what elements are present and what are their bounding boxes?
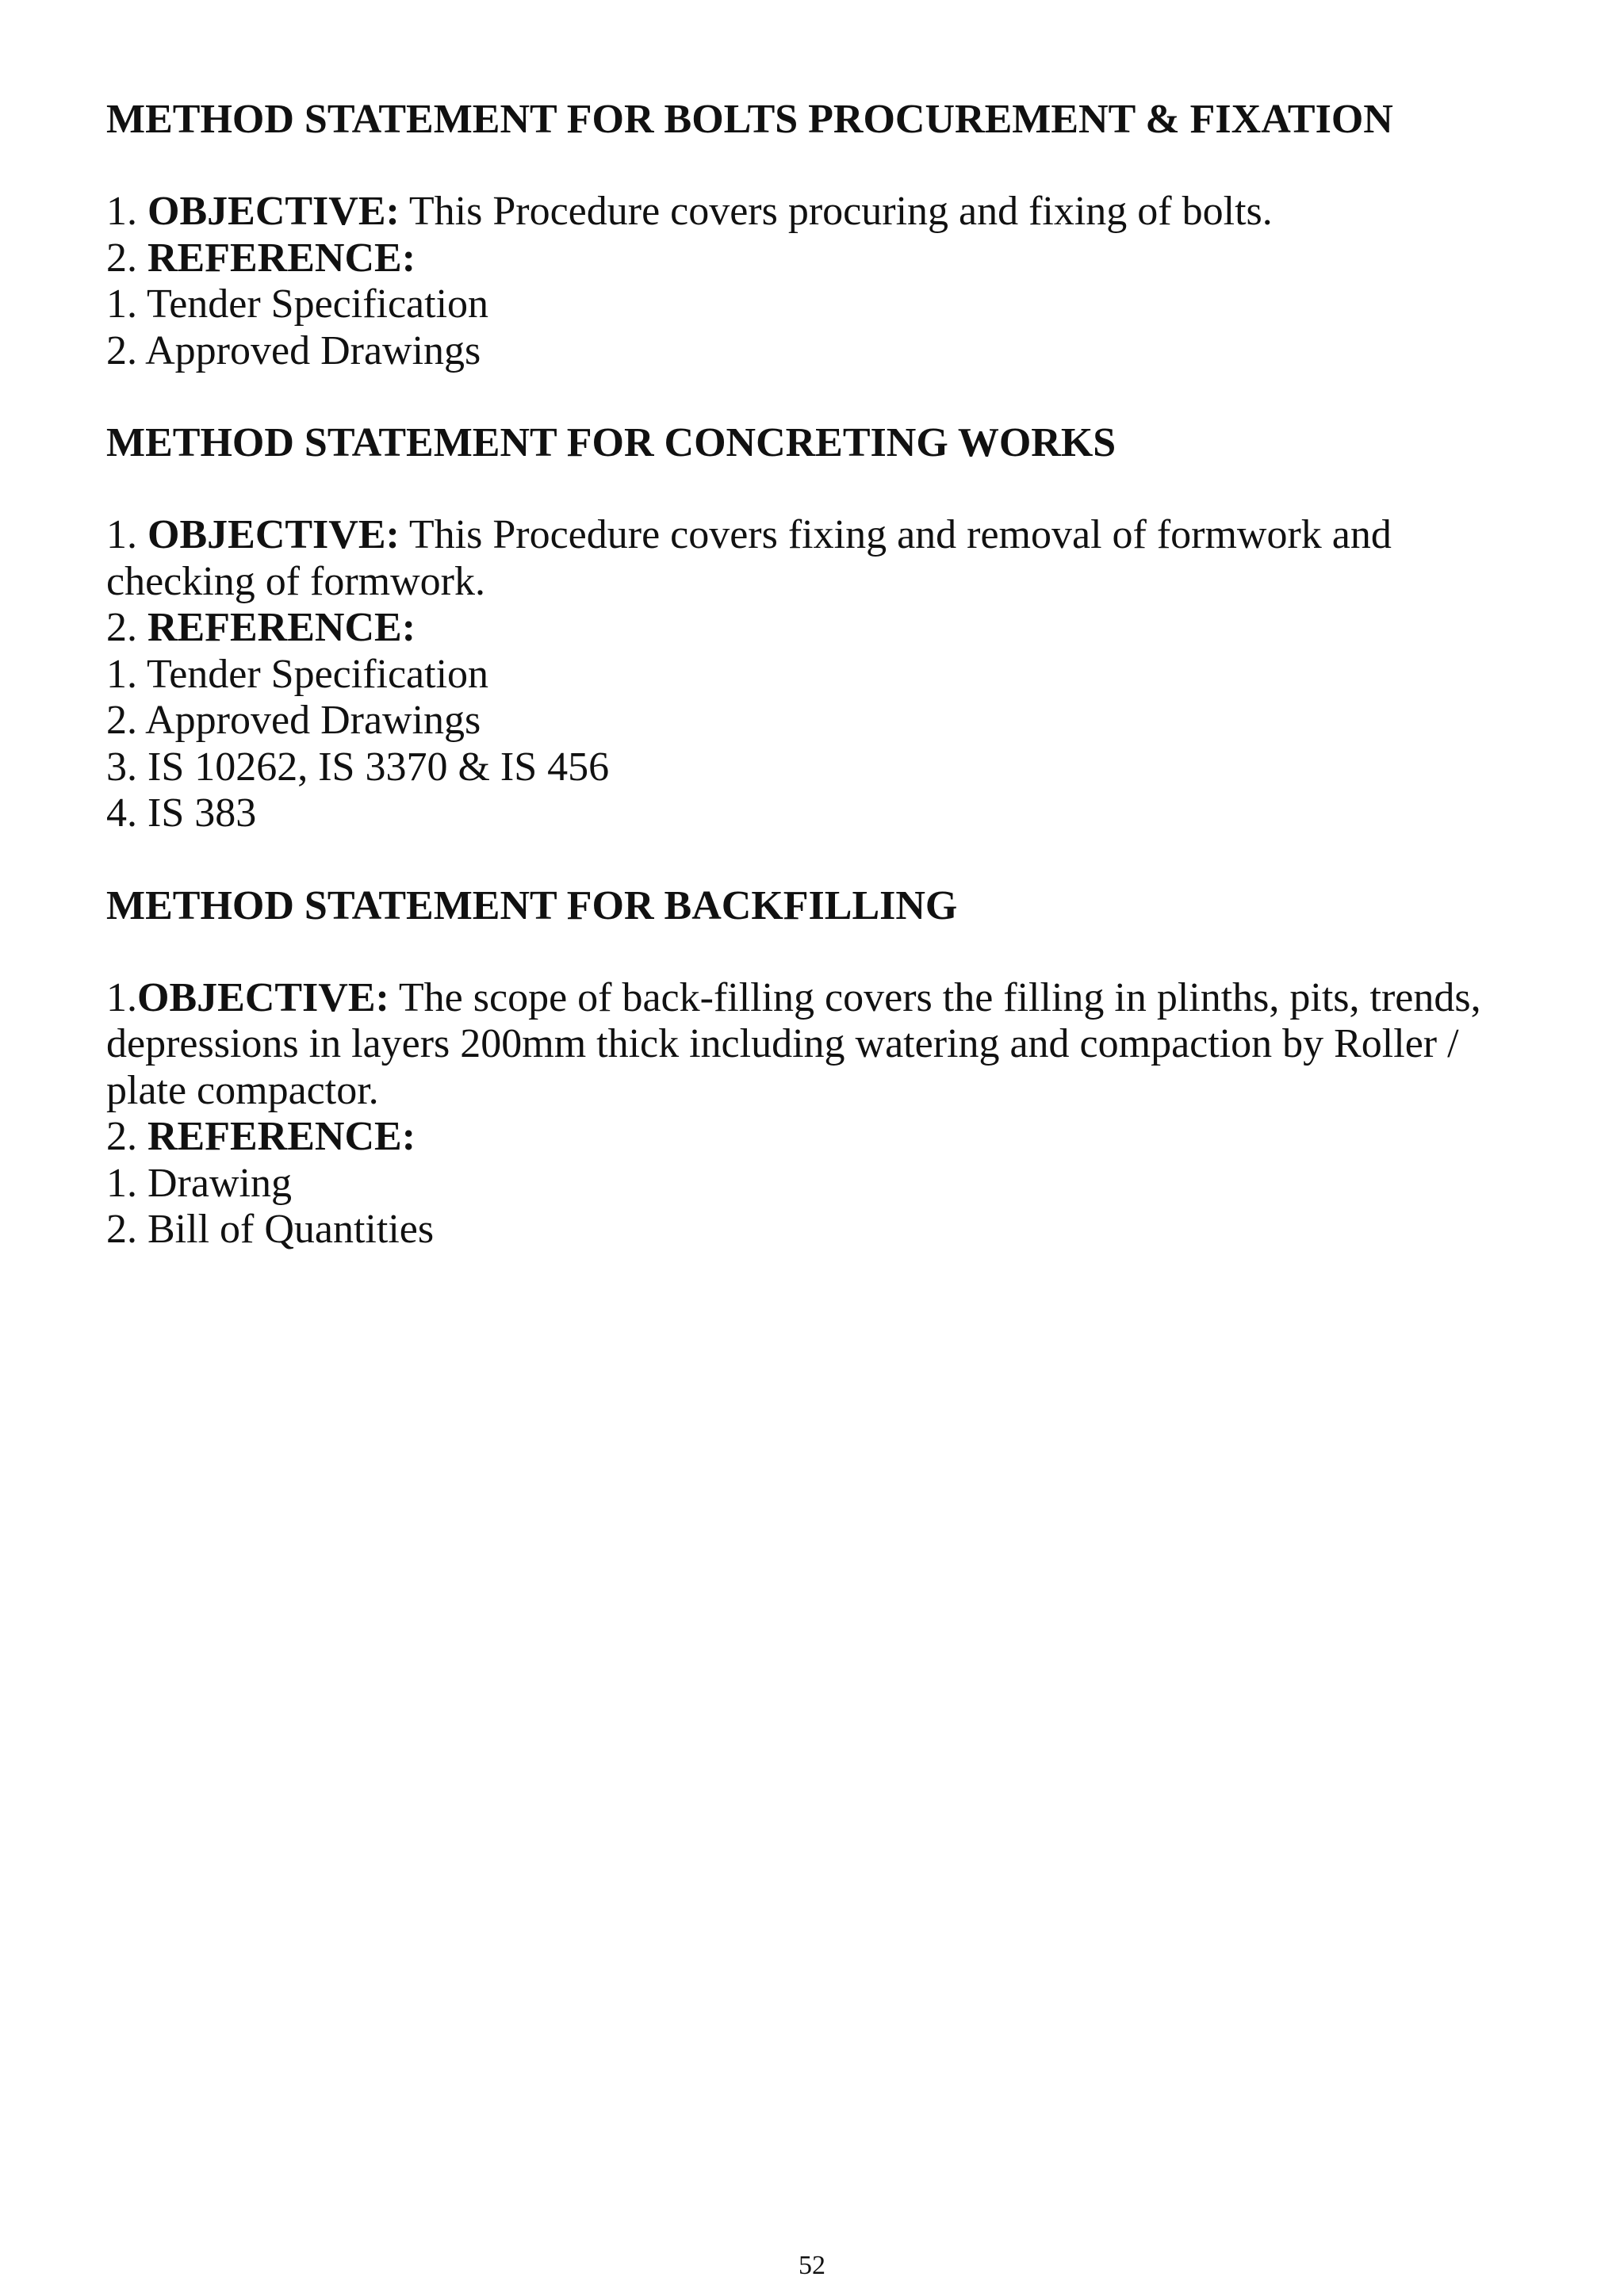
reference-number: 2. bbox=[106, 605, 147, 650]
objective-label: OBJECTIVE: bbox=[137, 974, 389, 1020]
section-heading-backfilling: METHOD STATEMENT FOR BACKFILLING bbox=[106, 882, 958, 928]
objective-line bbox=[106, 189, 1534, 235]
reference-number: 2. bbox=[106, 235, 147, 281]
objective-label: OBJECTIVE: bbox=[147, 512, 400, 557]
section-heading-bolts: METHOD STATEMENT FOR BOLTS PROCUREMENT & FIXATION bbox=[106, 97, 1393, 142]
reference-item: 1. Drawing bbox=[106, 1160, 292, 1206]
reference-item: 2. Bill of Quantities bbox=[106, 1207, 435, 1252]
reference-number: 2. bbox=[106, 1114, 147, 1159]
reference-line bbox=[106, 605, 1534, 652]
objective-text: This Procedure covers fixing and removal of formwork and checking of formwork. bbox=[106, 512, 1392, 604]
objective-text: The scope of back-filling covers the filling in plinths, pits, trends, depressions in layers 200mm thick including watering and compaction by Roller / plate compactor. bbox=[106, 974, 1481, 1113]
section-body-backfilling bbox=[106, 975, 1534, 1253]
section-heading-concreting: METHOD STATEMENT FOR CONCRETING WORKS bbox=[106, 420, 1116, 465]
objective-label: OBJECTIVE: bbox=[147, 189, 400, 234]
document-page bbox=[106, 97, 1534, 1253]
objective-line bbox=[106, 975, 1502, 1115]
reference-line bbox=[106, 1114, 1534, 1161]
reference-label: REFERENCE: bbox=[147, 605, 416, 650]
objective-text: This Procedure covers procuring and fixing of bolts. bbox=[399, 189, 1273, 234]
reference-item: 2. Approved Drawings bbox=[106, 698, 481, 743]
objective-line bbox=[106, 512, 1502, 605]
section-body-bolts bbox=[106, 189, 1534, 374]
reference-item: 2. Approved Drawings bbox=[106, 327, 481, 373]
reference-line bbox=[106, 235, 1534, 282]
reference-label: REFERENCE: bbox=[147, 235, 416, 281]
page-number: 52 bbox=[799, 2251, 825, 2280]
objective-number: 1. bbox=[106, 189, 147, 234]
reference-item: 4. IS 383 bbox=[106, 790, 257, 836]
reference-label: REFERENCE: bbox=[147, 1114, 416, 1159]
objective-number: 1. bbox=[106, 974, 137, 1020]
objective-number: 1. bbox=[106, 512, 147, 557]
reference-item: 1. Tender Specification bbox=[106, 651, 489, 697]
section-body-concreting bbox=[106, 512, 1534, 837]
reference-item: 1. Tender Specification bbox=[106, 281, 489, 327]
reference-item: 3. IS 10262, IS 3370 & IS 456 bbox=[106, 744, 610, 790]
